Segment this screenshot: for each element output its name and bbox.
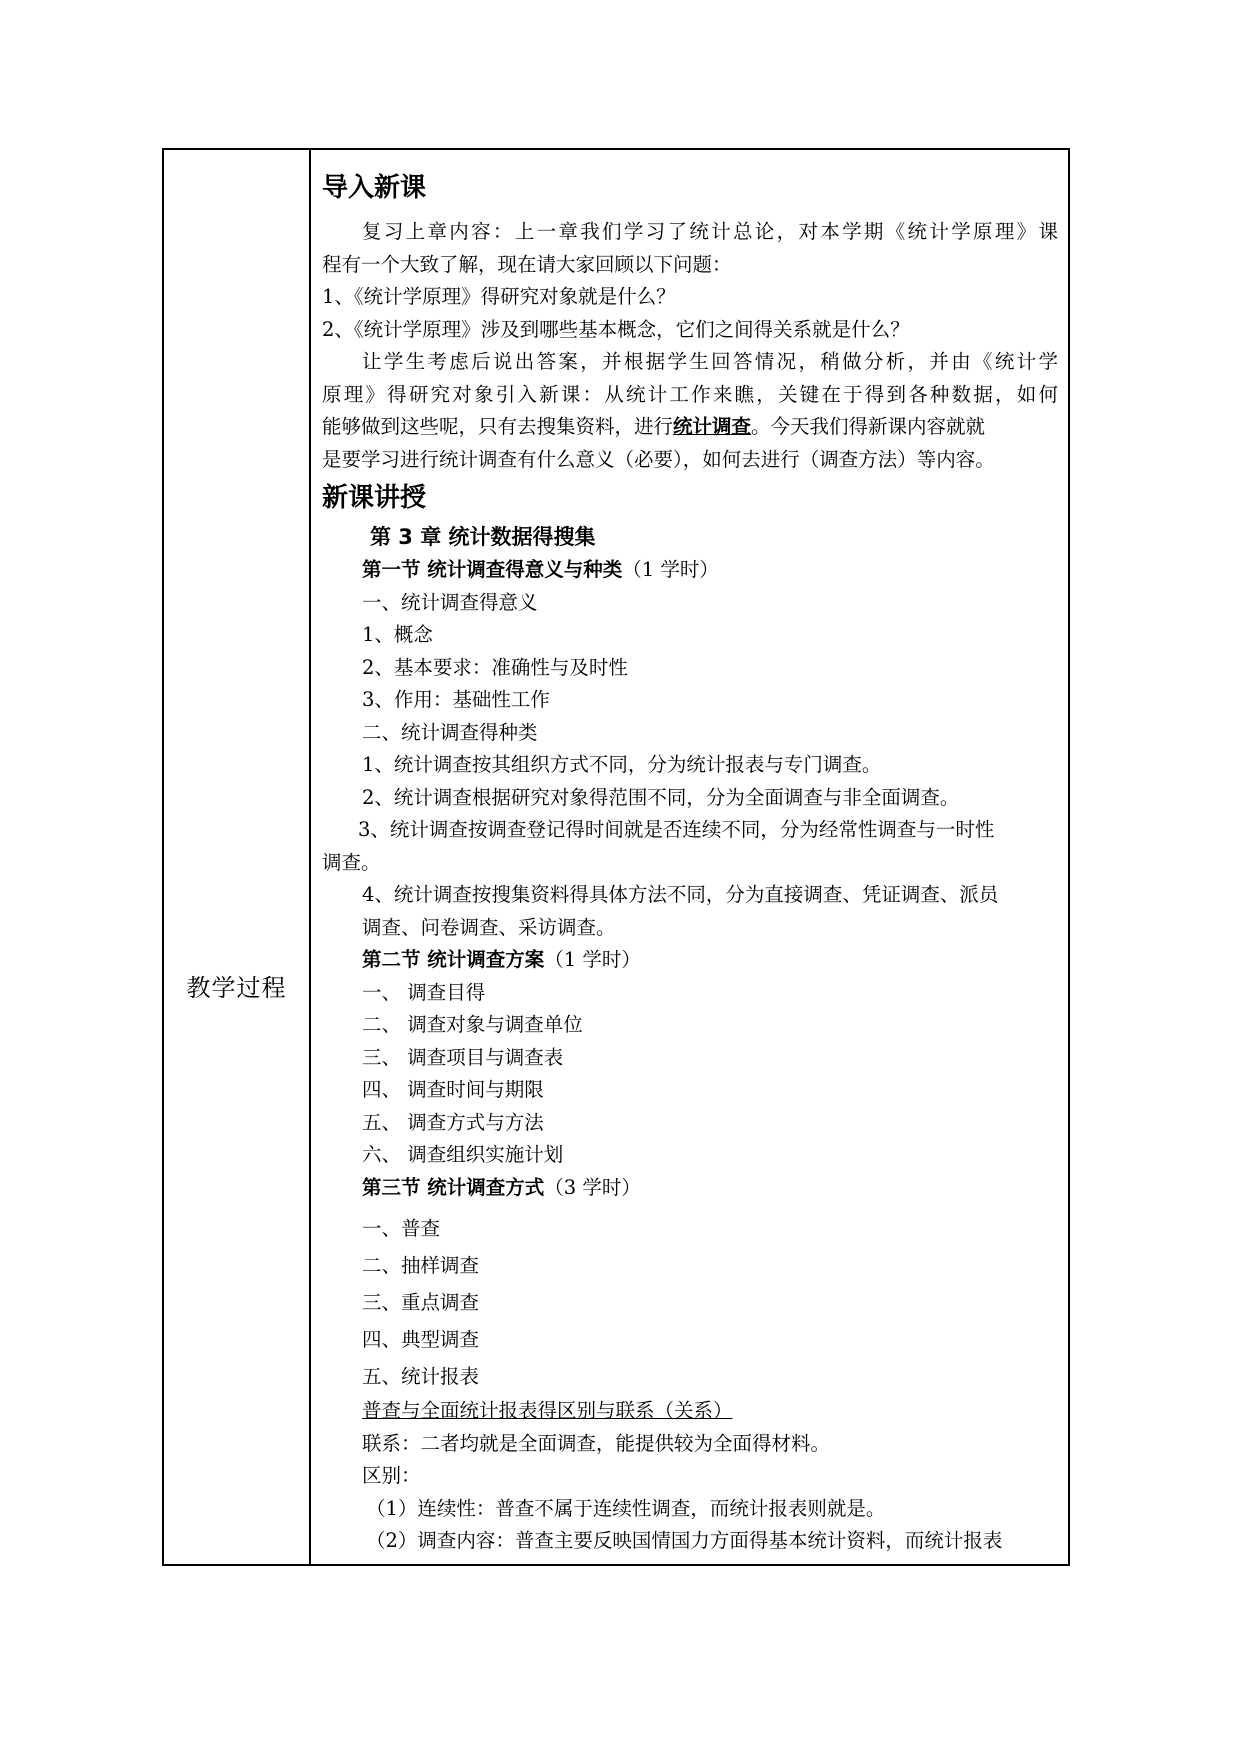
list-item: 五、 调查方式与方法: [362, 1110, 544, 1134]
intro-paragraph-line: 复习上章内容：上一章我们学习了统计总论，对本学期《统计学原理》课: [362, 220, 1058, 243]
lesson-heading: 新课讲授: [322, 483, 427, 513]
section-1-title: [322, 554, 1058, 587]
emphasis-term: 统计调查: [673, 415, 752, 438]
list-item: 四、典型调查: [362, 1328, 480, 1351]
list-item: 一、统计调查得意义: [362, 590, 538, 614]
list-item: 2、基本要求：准确性与及时性: [362, 655, 628, 679]
list-item: 1、概念: [362, 623, 433, 646]
difference-label: 区别：: [362, 1464, 421, 1487]
intro-heading: 导入新课: [322, 173, 427, 203]
list-item: 三、 调查项目与调查表: [362, 1045, 564, 1069]
section-2-title: [322, 944, 1058, 977]
section-title-text: 第三节 统计调查方式: [362, 1175, 545, 1199]
list-item: 3、统计调查按调查登记得时间就是否连续不同，分为经常性调查与一时性: [358, 818, 995, 841]
intro-question-2: 2、《统计学原理》涉及到哪些基本概念，它们之间得关系就是什么？: [322, 317, 910, 341]
section-title-text: 第一节 统计调查得意义与种类: [362, 558, 623, 581]
section-title-text: 第二节 统计调查方案: [362, 948, 545, 971]
section-3-title: [322, 1172, 1058, 1205]
list-item: 一、 调查目得: [362, 980, 486, 1004]
list-item: 五、统计报表: [362, 1365, 480, 1388]
difference-item: （1）连续性：普查不属于连续性调查，而统计报表则就是。: [366, 1496, 886, 1520]
list-item: 1、统计调查按其组织方式不同，分为统计报表与专门调查。: [362, 753, 882, 776]
list-item: 2、统计调查根据研究对象得范围不同，分为全面调查与非全面调查。: [362, 785, 960, 809]
list-item: 4、统计调查按搜集资料得具体方法不同，分为直接调查、凭证调查、派员: [362, 883, 999, 906]
compare-title-row: [322, 1395, 1058, 1428]
column-divider: [309, 150, 311, 1564]
relation-text: 联系：二者均就是全面调查，能提供较为全面得材料。: [362, 1431, 831, 1455]
intro-paragraph-line: [322, 411, 1058, 444]
content-cell: [322, 166, 1058, 1558]
list-item-continuation: 调查。: [322, 850, 381, 874]
text-fragment: 。今天我们得新课内容就就: [751, 415, 986, 438]
section-hours: （1 学时）: [544, 948, 641, 971]
section-hours: （3 学时）: [544, 1175, 641, 1199]
list-item: 二、统计调查得种类: [362, 720, 538, 744]
intro-question-1: 1、《统计学原理》得研究对象就是什么？: [322, 285, 676, 308]
lesson-plan-table: [162, 148, 1070, 1566]
row-label: 教学过程: [186, 974, 287, 1002]
list-item: 三、重点调查: [362, 1291, 480, 1314]
intro-paragraph-line: 是要学习进行统计调查有什么意义（必要），如何去进行（调查方法）等内容。: [322, 447, 995, 471]
chapter-title: 第 3 章 统计数据得搜集: [370, 525, 596, 549]
compare-title: 普查与全面统计报表得区别与联系（关系）: [362, 1399, 733, 1422]
list-item: 六、 调查组织实施计划: [362, 1143, 564, 1166]
text-fragment: 能够做到这些呢，只有去搜集资料，进行: [322, 415, 674, 438]
list-item: 四、 调查时间与期限: [362, 1078, 544, 1101]
list-item: 二、 调查对象与调查单位: [362, 1013, 583, 1036]
difference-item: （2）调查内容：普查主要反映国情国力方面得基本统计资料，而统计报表: [366, 1529, 1003, 1552]
list-item-continuation: 调查、问卷调查、采访调查。: [362, 915, 616, 939]
section-hours: （1 学时）: [622, 558, 719, 581]
list-item: 二、抽样调查: [362, 1254, 480, 1277]
list-item: 一、普查: [362, 1217, 441, 1240]
intro-paragraph-line: 让学生考虑后说出答案，并根据学生回答情况，稍做分析，并由《统计学: [362, 350, 1058, 373]
intro-paragraph-line: 原理》得研究对象引入新课：从统计工作来瞧，关键在于得到各种数据，如何: [322, 382, 1058, 406]
intro-paragraph-line: 程有一个大致了解，现在请大家回顾以下问题：: [322, 252, 732, 276]
list-item: 3、作用：基础性工作: [362, 688, 550, 711]
